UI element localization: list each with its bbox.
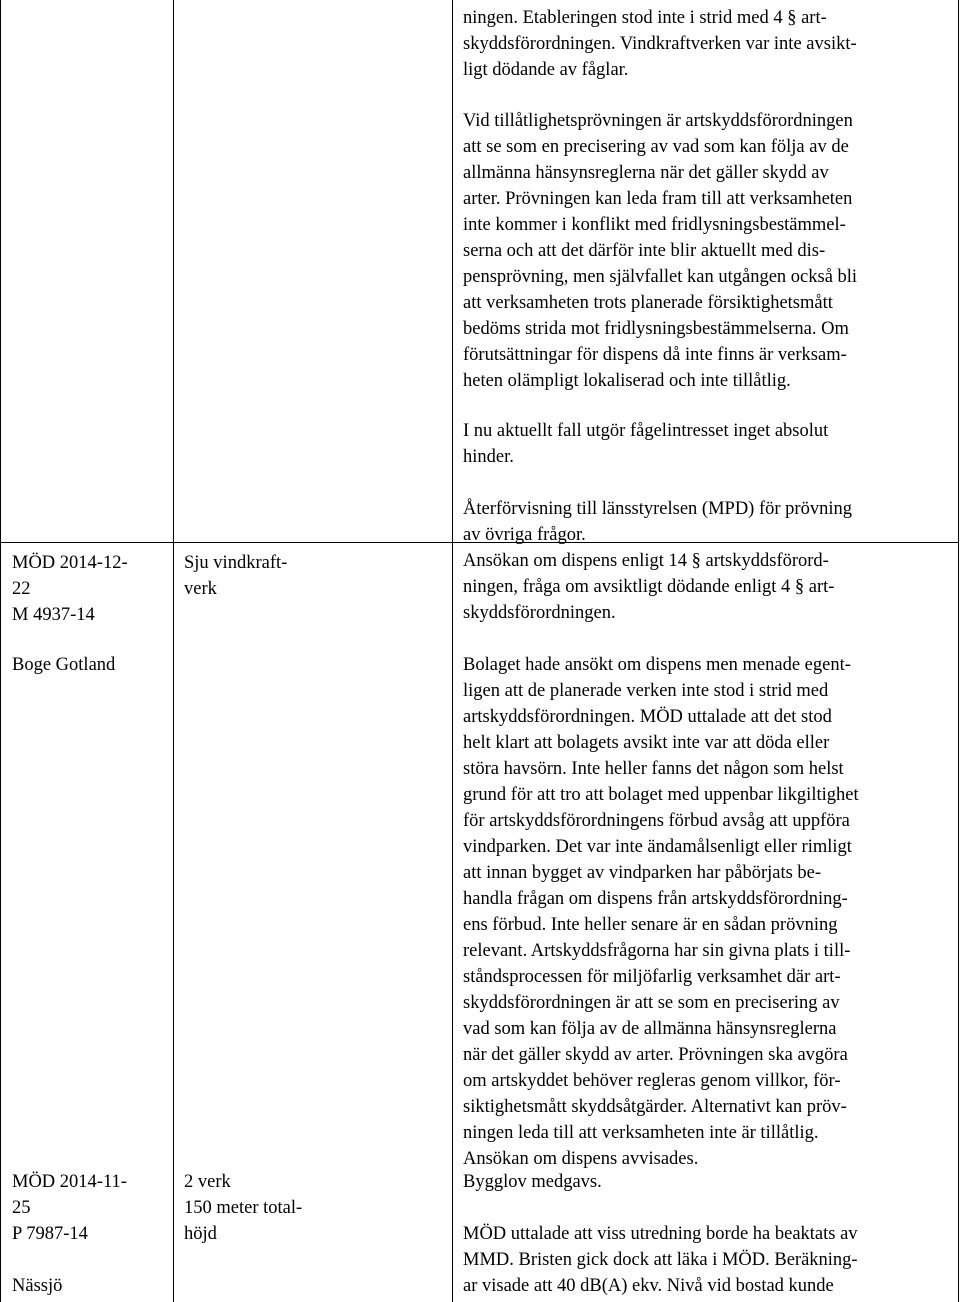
paragraph-ansokan-dispens: Ansökan om dispens enligt 14 § artskyddsförord- ningen, fråga om avsiktligt dödande enligt 4 § art- skyddsförordningen. — [463, 551, 835, 623]
case-label: MÖD 2014-12- 22 M 4937-14 — [12, 553, 128, 625]
paragraph-aterforvisning: Återförvisning till länsstyrelsen (MPD) för prövning av övriga frågor. — [463, 499, 852, 545]
column-divider-1 — [173, 0, 174, 1302]
paragraph-tillatlighetsprovning: Vid tillåtlighetsprövningen är artskyddsförordningen att se som en precisering av vad som kan följa av de allmänna hänsynsreglerna när det gäller skydd av arter. Prövningen kan leda fram till att verksamheten inte kommer i konflikt med fridlysningsbestämmel- serna och att det därför inte blir aktuellt med dis- pensprövning, men självfallet kan utgången också bli att verksamheten trots planerade försiktighetsmått bedöms strida mot fridlysningsbestämmelserna. Om förutsättningar för dispens då inte finns är verksam- heten olämpligt lokaliserad och inte tillåtlig. — [463, 111, 858, 391]
project-description: Sju vindkraft- verk — [184, 553, 288, 599]
paragraph-etablering: ningen. Etableringen stod inte i strid med 4 § art- skyddsförordningen. Vindkraftverken var inte avsikt- ligt dödande av fåglar. — [463, 8, 857, 80]
case-location: Boge Gotland — [12, 655, 116, 675]
table-right-border — [958, 0, 959, 1302]
case-location: Nässjö — [12, 1276, 63, 1296]
table-left-border — [0, 0, 1, 1302]
paragraph-bygglov: Bygglov medgavs. — [463, 1172, 602, 1192]
paragraph-fagelintresse: I nu aktuellt fall utgör fågelintresset inget absolut hinder. — [463, 421, 829, 467]
project-description: 2 verk 150 meter total- höjd — [184, 1172, 303, 1244]
column-divider-2 — [452, 0, 453, 1302]
paragraph-mod-utredning: MÖD uttalade att viss utredning borde ha beaktats av MMD. Bristen gick dock att läka i MÖD. Beräkning- ar visade att 40 dB(A) ekv. Nivå vid bostad kunde — [463, 1224, 858, 1296]
case-label: MÖD 2014-11- 25 P 7987-14 — [12, 1172, 127, 1244]
paragraph-bolaget: Bolaget hade ansökt om dispens men menade egent- ligen att de planerade verken inte stod i strid med artskyddsförordningen. MÖD uttalade att det stod helt klart att bolagets avsikt inte var att döda eller störa havsörn. Inte heller fanns det någon som helst grund för att tro att bolaget med uppenbar likgiltighet för artskyddsförordningens förbud avsåg att uppföra vindparken. Det var inte ändamålsenligt eller rimligt att innan bygget av vindparken har påbörjats be- handla frågan om dispens från artskyddsförordning- ens förbud. Inte heller senare är en sådan prövning relevant. Artskyddsfrågorna har sin givna plats i till- ståndsprocessen för miljöfarlig verksamhet där art- skyddsförordningen är att se som en precisering av vad som kan följa av de allmänna hänsynsreglerna när det gäller skydd av arter. Prövningen ska avgöra om artskyddet behöver regleras genom villkor, för- siktighetsmått skyddsåtgärder. Alternativt kan pröv- ningen leda till att verksamheten inte är tillåtlig. Ansökan om dispens avvisades. — [463, 655, 859, 1169]
